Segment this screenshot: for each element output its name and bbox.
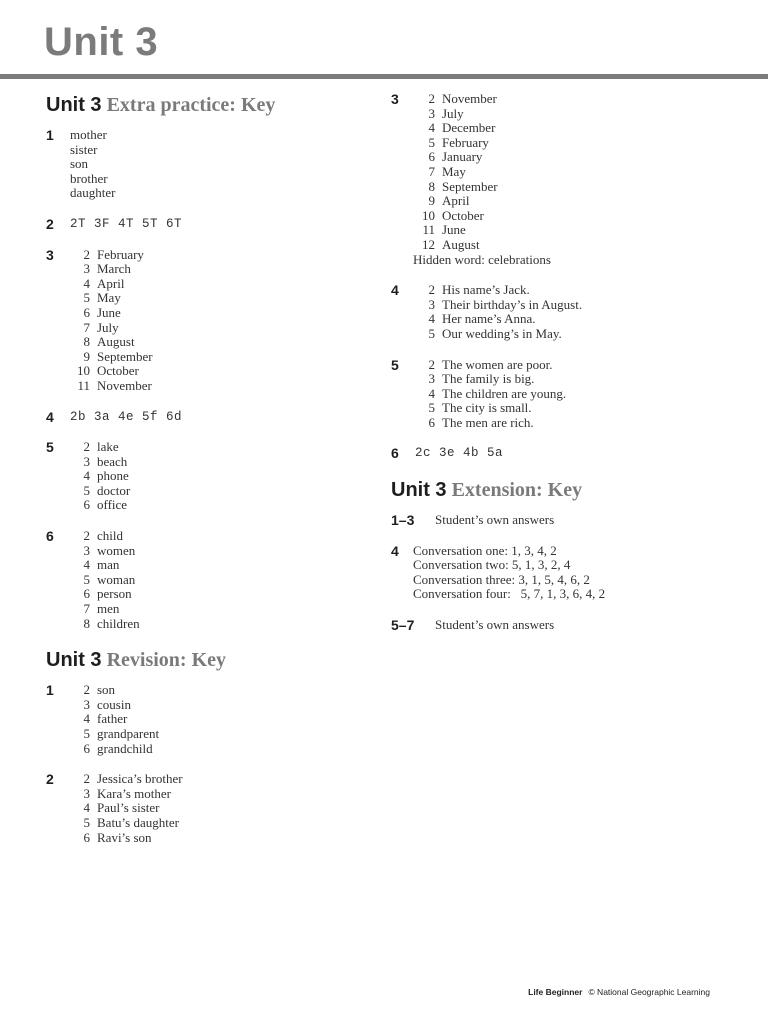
answer-row xyxy=(413,312,582,327)
item-number: 5 xyxy=(428,134,435,150)
answer-row xyxy=(413,92,551,107)
item-text: man xyxy=(97,557,120,573)
heading-kind: Extra practice: Key xyxy=(106,94,276,116)
answer-row xyxy=(68,698,159,713)
answer-line: daughter xyxy=(70,185,116,201)
heading-kind: Revision: Key xyxy=(106,649,226,672)
item-number: 5 xyxy=(83,726,90,741)
item-number: 6 xyxy=(83,740,90,756)
exercise-number: 6 xyxy=(391,445,399,462)
item-number: 4 xyxy=(83,468,90,484)
revision-heading xyxy=(46,647,366,673)
item-text: November xyxy=(97,377,152,393)
item-number: 5 xyxy=(428,400,435,416)
answer-row xyxy=(68,350,153,365)
item-text: lake xyxy=(97,439,119,455)
answer-row xyxy=(413,416,566,431)
answer-row xyxy=(413,401,566,416)
exercise-answers: 2c 3e 4b 5a xyxy=(415,446,504,461)
answer-row xyxy=(68,544,140,559)
item-number: 2 xyxy=(83,246,90,262)
item-number: 6 xyxy=(83,304,90,320)
answer-line: brother xyxy=(70,170,108,186)
item-text: May xyxy=(442,163,466,179)
item-number: 10 xyxy=(422,207,435,223)
exercise-answers xyxy=(68,248,153,394)
answer-row xyxy=(68,321,153,336)
item-text: The city is small. xyxy=(442,400,532,416)
answer-row xyxy=(413,136,551,151)
extra-exercise-2 xyxy=(46,217,366,232)
revision-exercise-2 xyxy=(46,772,366,845)
exercise-answers: 2b 3a 4e 5f 6d xyxy=(70,409,183,424)
answer-row xyxy=(68,248,153,263)
answer-row xyxy=(68,558,140,573)
item-number: 5 xyxy=(83,482,90,498)
item-text: May xyxy=(97,290,121,306)
heading-unit: Unit 3 xyxy=(46,649,102,672)
item-number: 5 xyxy=(83,814,90,830)
answer-row xyxy=(68,683,159,698)
item-number: 9 xyxy=(83,348,90,364)
left-column xyxy=(46,92,366,861)
item-number: 3 xyxy=(83,453,90,469)
item-text: office xyxy=(97,497,128,513)
answer-line: sister xyxy=(70,141,98,157)
item-text: grandchild xyxy=(97,740,153,756)
item-text: June xyxy=(97,304,121,320)
item-text: Kara’s mother xyxy=(97,785,172,801)
item-text: June xyxy=(442,222,466,238)
item-number: 6 xyxy=(428,149,435,165)
item-number: 7 xyxy=(83,319,90,335)
exercise-answers xyxy=(68,128,115,201)
footer-copyright: © National Geographic Learning xyxy=(588,987,710,997)
exercise-number: 3 xyxy=(391,91,399,107)
exercise-answers xyxy=(413,358,566,431)
item-number: 7 xyxy=(428,163,435,179)
answer-row xyxy=(68,291,153,306)
extra-exercise-6b xyxy=(391,446,751,461)
answer-row xyxy=(68,379,153,394)
item-text: February xyxy=(97,246,144,262)
exercise-answers: 2T 3F 4T 5T 6T xyxy=(70,216,183,231)
exercise-number: 5–7 xyxy=(391,617,415,634)
page-title: Unit 3 xyxy=(44,20,159,64)
answer-row xyxy=(413,327,582,342)
item-text: Our wedding’s in May. xyxy=(442,325,562,341)
item-number: 6 xyxy=(83,586,90,602)
exercise-number: 4 xyxy=(391,282,399,299)
item-number: 7 xyxy=(83,601,90,617)
answer-row xyxy=(68,772,183,787)
item-number: 4 xyxy=(83,800,90,816)
answer-line: son xyxy=(70,156,89,172)
item-number: 2 xyxy=(428,91,435,106)
item-text: July xyxy=(442,105,464,121)
exercise-number: 1 xyxy=(46,682,54,699)
answer-row xyxy=(68,573,140,588)
answer-row xyxy=(68,484,130,499)
answer-row xyxy=(413,283,582,298)
item-number: 4 xyxy=(83,557,90,573)
item-text: children xyxy=(97,615,140,631)
answer-row xyxy=(413,238,551,253)
item-text: August xyxy=(97,334,135,350)
item-number: 2 xyxy=(428,356,435,372)
item-text: child xyxy=(97,528,123,544)
answer-row xyxy=(413,387,566,402)
answer-line: Conversation three: 3, 1, 5, 4, 6, 2 xyxy=(413,571,590,587)
item-text: October xyxy=(97,363,139,379)
item-text: beach xyxy=(97,453,128,469)
extra-exercise-4 xyxy=(46,410,366,425)
answer-row xyxy=(413,121,551,136)
answer-row xyxy=(413,298,582,313)
item-text: women xyxy=(97,542,136,558)
exercise-number: 2 xyxy=(46,215,54,232)
item-text: The children are young. xyxy=(442,385,567,401)
answer-row xyxy=(68,602,140,617)
answer-row xyxy=(413,358,566,373)
extension-heading xyxy=(391,477,751,503)
item-text: doctor xyxy=(97,482,131,498)
extension-exercise-5-7 xyxy=(391,618,751,633)
answer-row xyxy=(68,587,140,602)
item-text: July xyxy=(97,319,119,335)
footer-brand: Life Beginner xyxy=(528,987,583,997)
item-text: cousin xyxy=(97,696,131,712)
item-text: April xyxy=(442,193,470,209)
exercise-number: 3 xyxy=(46,246,54,263)
item-number: 8 xyxy=(428,178,435,194)
item-number: 4 xyxy=(428,120,435,136)
item-text: Their birthday’s in August. xyxy=(442,296,583,312)
item-number: 3 xyxy=(83,542,90,558)
item-number: 6 xyxy=(83,497,90,513)
answer-row xyxy=(413,194,551,209)
item-number: 11 xyxy=(422,222,435,238)
exercise-answers: Student’s own answers xyxy=(435,512,555,528)
item-number: 3 xyxy=(83,696,90,712)
answer-row xyxy=(68,262,153,277)
exercise-answers: Student’s own answers xyxy=(435,617,555,633)
heading-kind: Extension: Key xyxy=(451,479,583,502)
item-number: 2 xyxy=(428,282,435,298)
exercise-answers xyxy=(68,440,130,513)
heading-unit: Unit 3 xyxy=(391,479,447,502)
answer-row xyxy=(68,801,183,816)
item-number: 4 xyxy=(428,385,435,401)
item-text: October xyxy=(442,207,484,223)
item-text: March xyxy=(97,261,131,277)
exercise-number: 4 xyxy=(46,408,54,425)
item-text: Jessica’s brother xyxy=(97,771,183,787)
answer-row xyxy=(68,306,153,321)
item-number: 6 xyxy=(83,829,90,845)
answer-row xyxy=(413,165,551,180)
item-number: 3 xyxy=(428,371,435,387)
answer-row xyxy=(68,455,130,470)
answer-row xyxy=(413,180,551,195)
extension-exercise-4 xyxy=(391,544,751,602)
extra-exercise-1 xyxy=(46,128,366,201)
item-number: 11 xyxy=(77,377,90,393)
item-text: January xyxy=(442,149,483,165)
answer-line: mother xyxy=(70,127,107,142)
exercise-number: 4 xyxy=(391,542,399,559)
extra-exercise-3b xyxy=(391,92,751,267)
answer-row xyxy=(68,364,153,379)
item-number: 10 xyxy=(77,363,90,379)
answer-row xyxy=(68,712,159,727)
item-number: 8 xyxy=(83,334,90,350)
answer-line: Conversation four: 5, 7, 1, 3, 6, 4, 2 xyxy=(413,586,606,602)
exercise-answers xyxy=(413,283,582,341)
item-text: Her name’s Anna. xyxy=(442,311,536,327)
answer-row xyxy=(68,335,153,350)
right-column xyxy=(391,92,751,649)
item-text: December xyxy=(442,120,496,136)
answer-row xyxy=(68,742,159,757)
item-number: 3 xyxy=(428,296,435,312)
item-number: 4 xyxy=(83,275,90,291)
answer-row xyxy=(413,150,551,165)
item-text: The women are poor. xyxy=(442,356,553,372)
answer-line: Conversation two: 5, 1, 3, 2, 4 xyxy=(413,557,571,573)
answer-row xyxy=(68,277,153,292)
item-number: 8 xyxy=(83,615,90,631)
exercise-answers xyxy=(413,92,551,267)
answer-row xyxy=(68,617,140,632)
item-text: September xyxy=(442,178,498,194)
exercise-answers xyxy=(413,544,605,602)
exercise-number: 1–3 xyxy=(391,512,415,529)
item-number: 2 xyxy=(83,771,90,787)
item-number: 4 xyxy=(428,311,435,327)
item-text: April xyxy=(97,275,125,291)
title-divider xyxy=(0,74,768,79)
item-text: August xyxy=(442,236,480,252)
item-text: February xyxy=(442,134,489,150)
answer-row xyxy=(68,498,130,513)
item-number: 9 xyxy=(428,193,435,209)
extra-exercise-5 xyxy=(46,440,366,513)
item-text: men xyxy=(97,601,120,617)
item-text: grandparent xyxy=(97,726,160,741)
revision-exercise-1 xyxy=(46,683,366,756)
extra-exercise-5b xyxy=(391,358,751,431)
exercise-answers xyxy=(68,683,159,756)
heading-unit: Unit 3 xyxy=(46,94,102,116)
item-number: 2 xyxy=(83,682,90,698)
item-text: Batu’s daughter xyxy=(97,814,179,830)
exercise-number: 5 xyxy=(391,356,399,373)
item-number: 6 xyxy=(428,414,435,430)
item-text: person xyxy=(97,586,132,602)
answer-row xyxy=(68,727,159,742)
answer-row xyxy=(68,816,183,831)
item-text: phone xyxy=(97,468,129,484)
item-number: 3 xyxy=(83,261,90,277)
answer-row xyxy=(68,787,183,802)
answer-row xyxy=(413,223,551,238)
answer-row xyxy=(68,469,130,484)
item-number: 3 xyxy=(428,105,435,121)
extension-exercise-1-3 xyxy=(391,513,751,528)
item-number: 5 xyxy=(83,571,90,587)
item-text: November xyxy=(442,91,497,106)
item-number: 4 xyxy=(83,711,90,727)
extra-exercise-4b xyxy=(391,283,751,341)
exercise-answers xyxy=(68,772,183,845)
item-number: 5 xyxy=(83,290,90,306)
answer-row xyxy=(68,529,140,544)
exercise-number: 1 xyxy=(46,127,54,143)
item-number: 12 xyxy=(422,236,435,252)
answer-line: Conversation one: 1, 3, 4, 2 xyxy=(413,542,557,558)
answer-row xyxy=(413,372,566,387)
answer-row xyxy=(413,209,551,224)
item-text: father xyxy=(97,711,128,727)
extra-practice-heading xyxy=(46,92,366,118)
item-text: son xyxy=(97,682,116,698)
item-text: Paul’s sister xyxy=(97,800,160,816)
item-number: 2 xyxy=(83,439,90,455)
item-text: The family is big. xyxy=(442,371,535,387)
exercise-number: 2 xyxy=(46,771,54,788)
exercise-answers xyxy=(68,529,140,631)
item-number: 2 xyxy=(83,528,90,544)
item-text: The men are rich. xyxy=(442,414,534,430)
footer xyxy=(528,987,710,997)
item-text: woman xyxy=(97,571,136,587)
answer-row xyxy=(68,831,183,846)
extra-exercise-6 xyxy=(46,529,366,631)
hidden-word: Hidden word: celebrations xyxy=(413,251,551,267)
exercise-number: 6 xyxy=(46,528,54,545)
item-text: Ravi’s son xyxy=(97,829,152,845)
answer-row xyxy=(68,440,130,455)
extra-exercise-3 xyxy=(46,248,366,394)
item-number: 5 xyxy=(428,325,435,341)
item-number: 3 xyxy=(83,785,90,801)
item-text: His name’s Jack. xyxy=(442,282,530,298)
exercise-number: 5 xyxy=(46,439,54,456)
answer-row xyxy=(413,107,551,122)
item-text: September xyxy=(97,348,153,364)
